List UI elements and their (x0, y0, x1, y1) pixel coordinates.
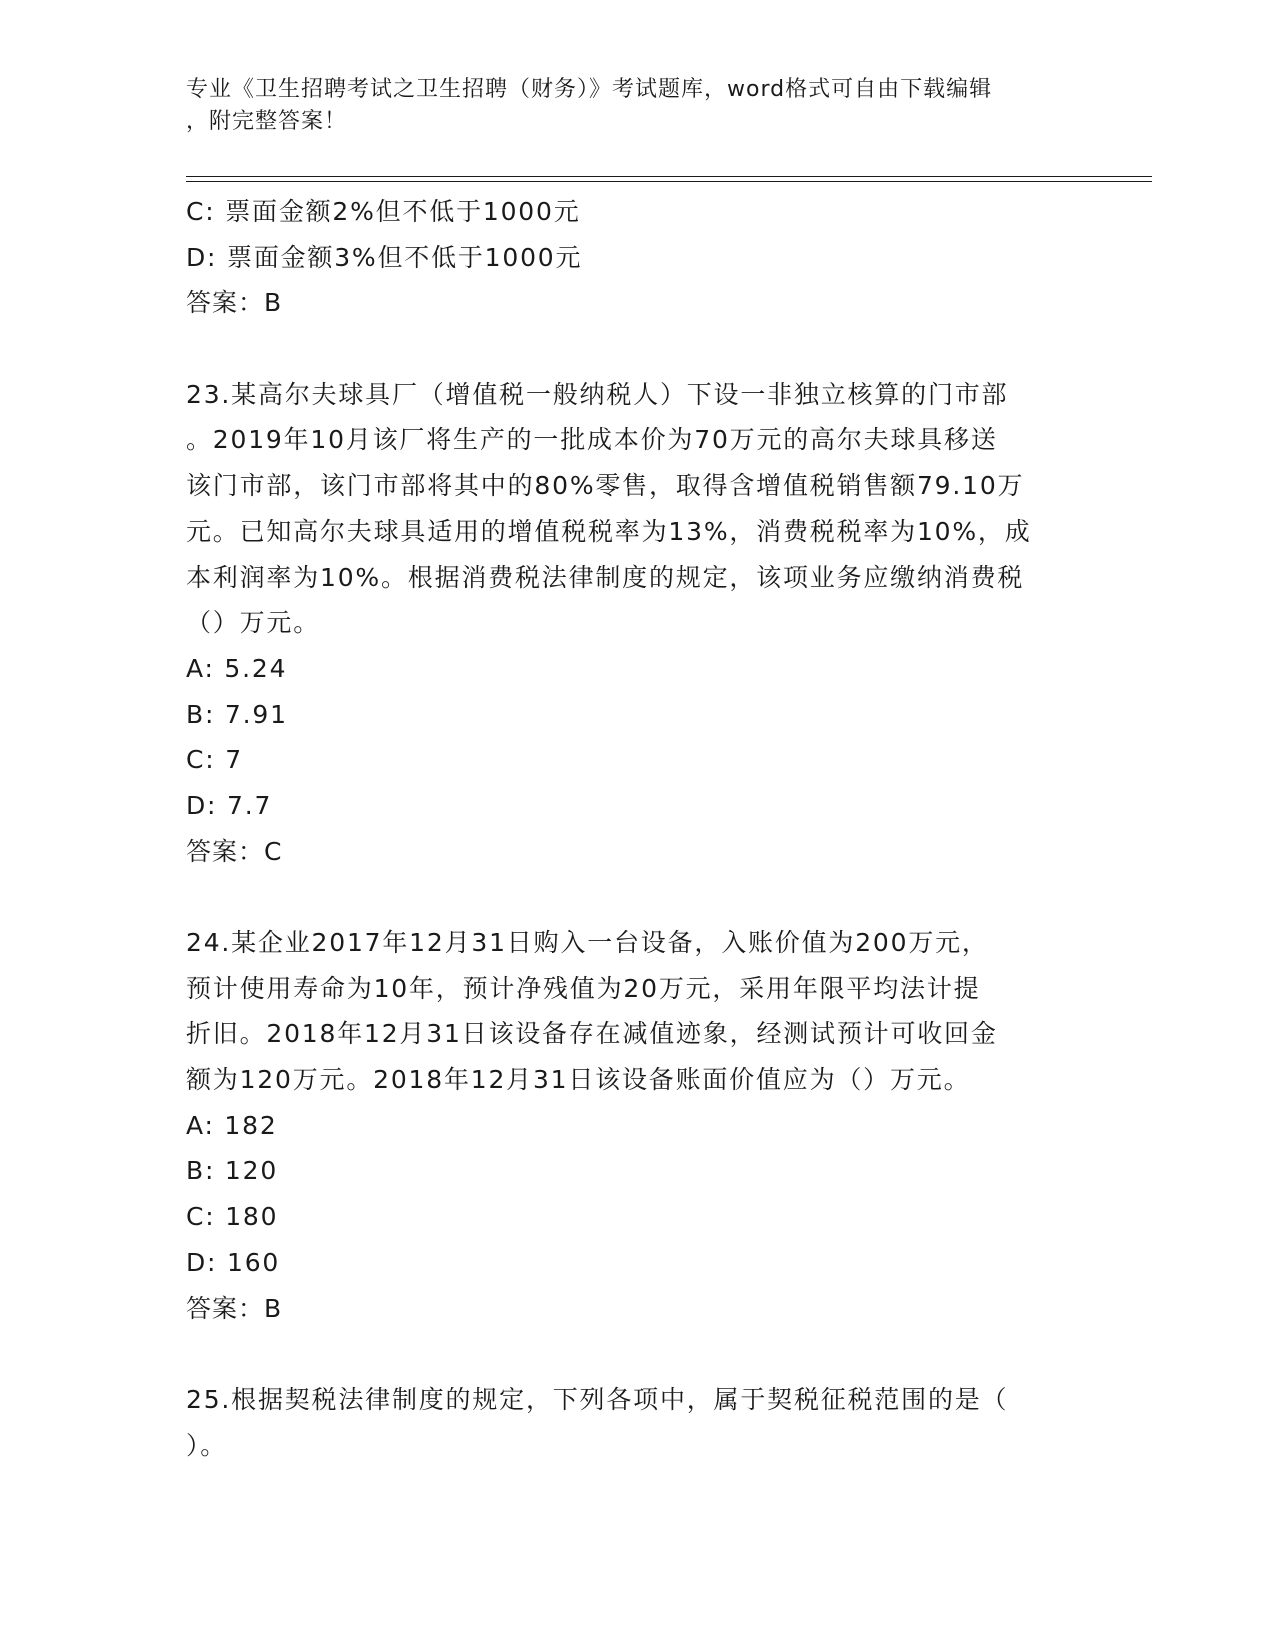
question-text-line: （）万元。 (186, 608, 321, 638)
option-b: B: 7.91 (186, 699, 288, 729)
question-spacer (186, 874, 1096, 920)
question-text-line: 该门市部，该门市部将其中的80%零售，取得含增值税销售额79.10万 (186, 471, 1025, 501)
document-header (186, 74, 1086, 138)
question-text-line: 预计使用寿命为10年，预计净残值为20万元，采用年限平均法计提 (186, 973, 981, 1003)
answer-line: 答案：B (186, 1293, 283, 1323)
option-c: C: 票面金额2%但不低于1000元 (186, 197, 581, 226)
question-spacer (186, 1331, 1096, 1377)
option-c: C: 7 (186, 745, 243, 775)
header-title-line-1: 专业《卫生招聘考试之卫生招聘（财务）》考试题库，word格式可自由下载编辑 (186, 77, 993, 102)
question-text-line: 24.某企业2017年12月31日购入一台设备，入账价值为200万元， (186, 928, 989, 957)
option-a: A: 5.24 (186, 653, 288, 683)
question-text-line: 本利润率为10%。根据消费税法律制度的规定，该项业务应缴纳消费税 (186, 562, 1025, 592)
header-divider-bottom (186, 181, 1152, 182)
option-c: C: 180 (186, 1202, 279, 1232)
question-text-line: 额为120万元。2018年12月31日该设备账面价值应为（）万元。 (186, 1065, 971, 1095)
question-text-line: 折旧。2018年12月31日该设备存在减值迹象，经测试预计可收回金 (186, 1019, 998, 1049)
option-a: A: 182 (186, 1110, 278, 1140)
option-d: D: 160 (186, 1247, 281, 1277)
question-22 (186, 189, 1096, 326)
question-text-line: 23.某高尔夫球具厂（增值税一般纳税人）下设一非独立核算的门市部 (186, 379, 1009, 409)
question-spacer (186, 326, 1096, 372)
question-text-line: 25.根据契税法律制度的规定，下列各项中，属于契税征税范围的是（ (186, 1384, 1009, 1414)
question-25 (186, 1377, 1096, 1468)
question-23 (186, 372, 1096, 875)
option-d: D: 票面金额3%但不低于1000元 (186, 242, 583, 272)
header-title-line-2: ，附完整答案！ (186, 109, 348, 134)
answer-line: 答案：C (186, 836, 283, 866)
question-list (186, 189, 1096, 1468)
question-text-line: 。2019年10月该厂将生产的一批成本价为70万元的高尔夫球具移送 (186, 425, 998, 455)
question-24 (186, 920, 1096, 1331)
header-divider-top (186, 176, 1152, 177)
answer-line: 答案：B (186, 288, 283, 318)
option-b: B: 120 (186, 1156, 279, 1186)
option-d: D: 7.7 (186, 790, 273, 820)
question-text-line: ）。 (186, 1430, 228, 1460)
question-text-line: 元。已知高尔夫球具适用的增值税税率为13%，消费税税率为10%，成 (186, 516, 1032, 546)
